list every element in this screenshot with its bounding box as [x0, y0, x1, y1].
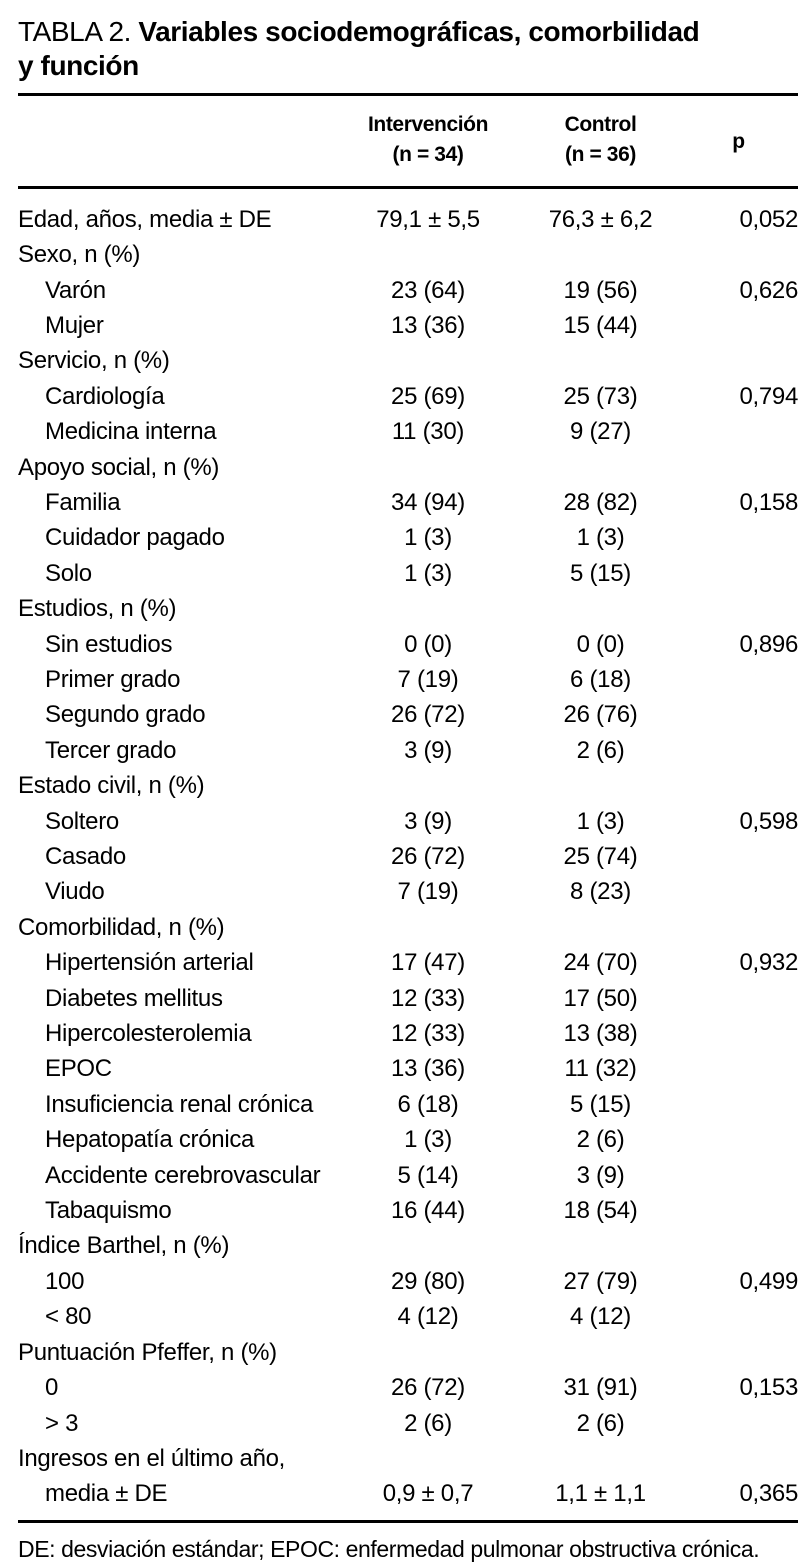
- row-label: 0: [45, 1374, 59, 1402]
- control-value: 18 (54): [563, 1197, 638, 1225]
- row-label: Hepatopatía crónica: [45, 1126, 255, 1154]
- row-label: Accidente cerebrovascular: [45, 1161, 321, 1189]
- control-n-label: (n = 36): [565, 143, 636, 166]
- intervention-value: 11 (30): [391, 418, 465, 446]
- intervention-value: 17 (47): [391, 949, 465, 977]
- control-value: 6 (18): [570, 665, 631, 693]
- intervention-value: 2 (6): [404, 1409, 452, 1437]
- intervention-value: 12 (33): [391, 1020, 465, 1048]
- table-row: [18, 662, 798, 697]
- control-value: 25 (73): [563, 382, 638, 410]
- intervention-value: 26 (72): [391, 843, 465, 871]
- column-header-control: [508, 110, 693, 170]
- intervention-value: 25 (69): [391, 382, 465, 410]
- row-label: Comorbilidad, n (%): [18, 913, 225, 941]
- table-row: [18, 981, 798, 1016]
- table-row: [18, 1370, 798, 1405]
- table-row: [18, 1193, 798, 1228]
- table-row: [18, 485, 798, 520]
- row-label: > 3: [45, 1409, 79, 1437]
- control-value: 13 (38): [563, 1020, 638, 1048]
- table-row: [18, 414, 798, 449]
- p-value: 0,626: [739, 276, 798, 304]
- row-label: Viudo: [45, 878, 105, 906]
- table-row: [18, 1477, 798, 1512]
- intervention-value: 0,9 ± 0,7: [382, 1480, 474, 1508]
- control-value: 5 (15): [570, 559, 631, 587]
- control-value: 2 (6): [576, 1409, 625, 1437]
- table-row: [18, 1016, 798, 1051]
- row-label: Puntuación Pfeffer, n (%): [18, 1338, 277, 1366]
- row-label: Solo: [45, 559, 92, 587]
- control-value: 3 (9): [576, 1161, 625, 1189]
- control-value: 15 (44): [563, 311, 638, 339]
- row-label: Primer grado: [45, 665, 181, 693]
- intervention-value: 13 (36): [391, 311, 465, 339]
- table-row: [18, 202, 798, 237]
- table-row: [18, 910, 798, 945]
- row-label: Sexo, n (%): [18, 241, 141, 269]
- control-value: 2 (6): [576, 1126, 625, 1154]
- intervention-value: 79,1 ± 5,5: [376, 205, 480, 233]
- control-value: 17 (50): [563, 984, 638, 1012]
- control-value: 1 (3): [576, 524, 625, 552]
- table-row: [18, 1335, 798, 1370]
- table-row: [18, 1441, 798, 1476]
- control-value: 8 (23): [570, 878, 631, 906]
- control-value: 2 (6): [576, 736, 625, 764]
- row-label: Estudios, n (%): [18, 595, 177, 623]
- p-value: 0,365: [739, 1480, 798, 1508]
- table-row: [18, 379, 798, 414]
- row-label: Estado civil, n (%): [18, 772, 205, 800]
- intervention-value: 7 (19): [397, 878, 459, 906]
- column-header-intervention: [348, 110, 508, 170]
- intervention-value: 3 (9): [404, 736, 452, 764]
- bottom-rule: [18, 1520, 798, 1523]
- table-row: [18, 627, 798, 662]
- control-value: 26 (76): [563, 701, 638, 729]
- table-row: [18, 273, 798, 308]
- intervention-n-label: (n = 34): [392, 143, 464, 166]
- row-label: Ingresos en el último año,: [18, 1444, 286, 1472]
- table-row: [18, 308, 798, 343]
- table-row: [18, 1052, 798, 1087]
- row-label: < 80: [45, 1303, 92, 1331]
- row-label: Medicina interna: [45, 418, 217, 446]
- intervention-value: 29 (80): [391, 1267, 465, 1295]
- row-label: Casado: [45, 843, 126, 871]
- table-row: [18, 521, 798, 556]
- control-value: 5 (15): [570, 1090, 631, 1118]
- control-value: 76,3 ± 6,2: [548, 205, 653, 233]
- column-header-row: [18, 96, 798, 186]
- table-row: [18, 1123, 798, 1158]
- intervention-value: 7 (19): [397, 665, 459, 693]
- p-value: 0,153: [739, 1374, 798, 1402]
- intervention-value: 26 (72): [391, 701, 465, 729]
- row-label: Tercer grado: [45, 736, 177, 764]
- intervention-value: 3 (9): [404, 807, 452, 835]
- table-row: [18, 1264, 798, 1299]
- row-label: media ± DE: [45, 1480, 168, 1508]
- table-row: [18, 733, 798, 768]
- p-value: 0,896: [739, 630, 798, 658]
- control-value: 4 (12): [570, 1303, 631, 1331]
- row-label: Servicio, n (%): [18, 347, 170, 375]
- intervention-value: 13 (36): [391, 1055, 465, 1083]
- table-row: [18, 1406, 798, 1441]
- table-row: [18, 450, 798, 485]
- table-row: [18, 1300, 798, 1335]
- table-number: TABLA 2.: [18, 16, 132, 47]
- table-row: [18, 875, 798, 910]
- control-value: 28 (82): [563, 488, 638, 516]
- intervention-value: 6 (18): [397, 1090, 459, 1118]
- table-row: [18, 1158, 798, 1193]
- table-row: [18, 591, 798, 626]
- row-label: Sin estudios: [45, 630, 173, 658]
- table-row: [18, 946, 798, 981]
- p-value: 0,158: [739, 488, 798, 516]
- control-value: 27 (79): [563, 1267, 638, 1295]
- table-row: [18, 237, 798, 272]
- control-value: 11 (32): [564, 1055, 637, 1083]
- control-value: 0 (0): [576, 630, 625, 658]
- control-value: 1,1 ± 1,1: [555, 1480, 646, 1508]
- table-title-line2: y función: [18, 50, 139, 81]
- intervention-value: 26 (72): [391, 1374, 465, 1402]
- row-label: 100: [45, 1267, 85, 1295]
- row-label: Hipertensión arterial: [45, 949, 254, 977]
- intervention-group-label: Intervención: [367, 113, 489, 136]
- intervention-value: 34 (94): [391, 488, 465, 516]
- row-label: Familia: [45, 488, 121, 516]
- intervention-value: 0 (0): [404, 630, 452, 658]
- control-value: 25 (74): [563, 843, 638, 871]
- table-body: [18, 189, 798, 1512]
- p-value: 0,598: [739, 807, 798, 835]
- row-label: Varón: [45, 276, 106, 304]
- row-label: Edad, años, media ± DE: [18, 205, 272, 233]
- control-value: 9 (27): [570, 418, 631, 446]
- row-label: Segundo grado: [45, 701, 206, 729]
- row-label: Insuficiencia renal crónica: [45, 1090, 314, 1118]
- row-label: Índice Barthel, n (%): [18, 1232, 230, 1260]
- intervention-value: 16 (44): [391, 1197, 465, 1225]
- row-label: Mujer: [45, 311, 104, 339]
- control-value: 24 (70): [563, 949, 638, 977]
- intervention-value: 4 (12): [397, 1303, 459, 1331]
- control-value: 31 (91): [563, 1374, 638, 1402]
- column-header-p: p: [732, 130, 745, 153]
- row-label: Diabetes mellitus: [45, 984, 223, 1012]
- table-row: [18, 556, 798, 591]
- table-footnote: DE: desviación estándar; EPOC: enfermedad pulmonar obstructiva crónica.: [18, 1536, 760, 1563]
- table-row: [18, 1087, 798, 1122]
- p-value: 0,932: [739, 949, 798, 977]
- intervention-value: 12 (33): [391, 984, 465, 1012]
- table-row: [18, 769, 798, 804]
- table-title-line1: Variables sociodemográficas, comorbilidad: [138, 16, 700, 47]
- intervention-value: 1 (3): [404, 559, 452, 587]
- control-group-label: Control: [564, 113, 637, 136]
- p-value: 0,052: [739, 205, 798, 233]
- table-row: [18, 839, 798, 874]
- row-label: Hipercolesterolemia: [45, 1020, 252, 1048]
- control-value: 19 (56): [563, 276, 638, 304]
- row-label: Cardiología: [45, 382, 165, 410]
- intervention-value: 23 (64): [391, 276, 465, 304]
- row-label: Tabaquismo: [45, 1197, 172, 1225]
- table-row: [18, 1229, 798, 1264]
- table-row: [18, 344, 798, 379]
- intervention-value: 5 (14): [397, 1161, 459, 1189]
- intervention-value: 1 (3): [404, 524, 452, 552]
- intervention-value: 1 (3): [404, 1126, 452, 1154]
- table-row: [18, 698, 798, 733]
- table-title: [18, 0, 798, 83]
- control-value: 1 (3): [576, 807, 625, 835]
- row-label: Soltero: [45, 807, 119, 835]
- table-row: [18, 804, 798, 839]
- p-value: 0,794: [739, 382, 798, 410]
- p-value: 0,499: [739, 1267, 798, 1295]
- row-label: EPOC: [45, 1055, 112, 1083]
- row-label: Cuidador pagado: [45, 524, 225, 552]
- row-label: Apoyo social, n (%): [18, 453, 220, 481]
